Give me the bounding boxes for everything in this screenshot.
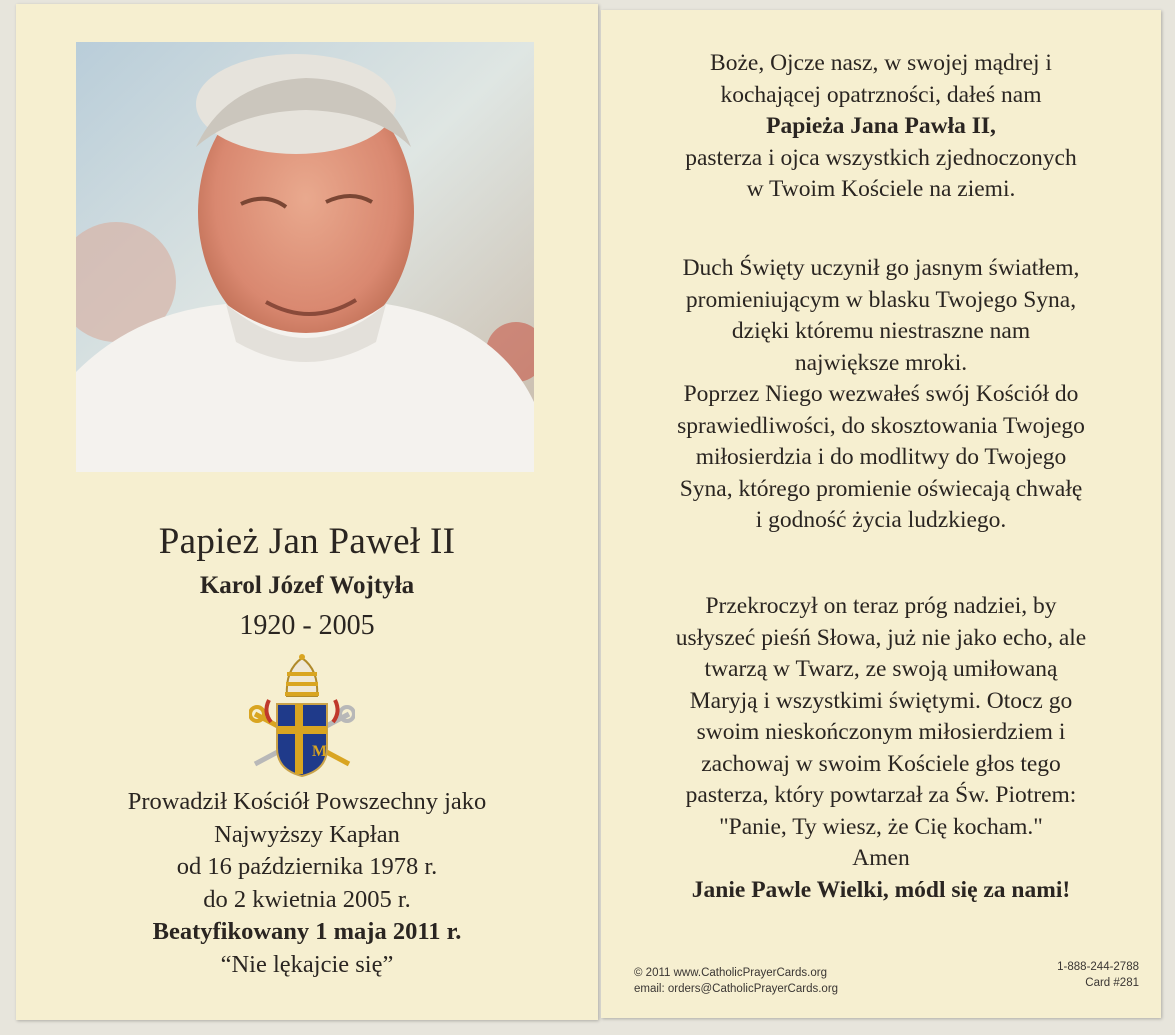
- prayer-line: i godność życia ludzkiego.: [755, 507, 1007, 533]
- prayer-closing: Janie Pawle Wielki, módl się za nami!: [691, 876, 1071, 903]
- prayer-line: sprawiedliwości, do skosztowania Twojego: [677, 412, 1085, 439]
- prayer-line: usłyszeć pieśń Słowa, już nie jako echo, ale: [675, 624, 1087, 651]
- prayer-paragraph-3: [601, 591, 1161, 906]
- motto-line: “Nie lękajcie się”: [220, 950, 394, 978]
- prayer-line: zachowaj w swoim Kościele głos tego: [701, 750, 1061, 777]
- prayer-line: pasterza, który powtarzał za Św. Piotrem:: [685, 782, 1077, 808]
- prayer-amen: Amen: [852, 845, 910, 871]
- prayer-line: największe mroki.: [794, 349, 968, 376]
- prayer-line: swoim nieskończonym miłosierdziem i: [696, 719, 1066, 745]
- bio-line: Prowadził Kościół Powszechny jako: [127, 788, 487, 815]
- holy-card-front: [16, 4, 598, 1020]
- prayer-line: pasterza i ojca wszystkich zjednoczonych: [685, 144, 1077, 171]
- prayer-line: miłosierdzia i do modlitwy do Twojego: [695, 444, 1067, 470]
- svg-text:M: M: [312, 743, 328, 760]
- card-number-line: Card #281: [1085, 977, 1139, 989]
- birth-name: Karol Józef Wojtyła: [199, 572, 415, 599]
- portrait-illustration: [76, 42, 534, 472]
- prayer-line: Syna, którego promienie oświecają chwałę: [679, 475, 1083, 502]
- bio-line: Najwyższy Kapłan: [214, 820, 400, 848]
- pope-portrait-image: [76, 42, 534, 472]
- bio-line: od 16 października 1978 r.: [176, 853, 438, 880]
- prayer-paragraph-1: [601, 48, 1161, 206]
- prayer-line: Duch Święty uczynił go jasnym światłem,: [682, 255, 1080, 281]
- bio-line: do 2 kwietnia 2005 r.: [203, 885, 411, 913]
- prayer-line: Przekroczył on teraz próg nadziei, by: [705, 593, 1057, 619]
- prayer-line: twarzą w Twarz, ze swoją umiłowaną: [704, 656, 1058, 682]
- prayer-line: Boże, Ojcze nasz, w swojej mądrej i: [710, 50, 1052, 76]
- prayer-line: kochającej opatrzności, dałeś nam: [720, 81, 1042, 108]
- prayer-line: promieniującym w blasku Twojego Syna,: [685, 286, 1077, 313]
- prayer-line: "Panie, Ty wiesz, że Cię kocham.": [719, 813, 1043, 840]
- life-years: 1920 - 2005: [239, 610, 375, 641]
- prayer-line: Maryją i wszystkimi świętymi. Otocz go: [689, 687, 1073, 714]
- email-line: email: orders@CatholicPrayerCards.org: [634, 983, 839, 995]
- copyright-line: © 2011 www.CatholicPrayerCards.org: [634, 967, 827, 979]
- prayer-paragraph-2: [601, 253, 1161, 537]
- prayer-line-bold: Papieża Jana Pawła II,: [766, 113, 996, 139]
- card-title: Papież Jan Paweł II: [158, 521, 456, 562]
- publisher-info: [634, 965, 838, 997]
- coat-of-arms-icon: [249, 652, 355, 778]
- prayer-line: Poprzez Niego wezwałeś swój Kościół do: [683, 381, 1079, 407]
- prayer-line: w Twoim Kościele na ziemi.: [746, 176, 1016, 202]
- biography-block: [16, 786, 598, 981]
- prayer-line: dzięki któremu niestraszne nam: [731, 318, 1031, 344]
- card-number-info: [1057, 959, 1139, 991]
- phone-line: 1-888-244-2788: [1057, 961, 1139, 973]
- holy-card-back: [601, 10, 1161, 1018]
- beatified-line: Beatyfikowany 1 maja 2011 r.: [152, 918, 462, 945]
